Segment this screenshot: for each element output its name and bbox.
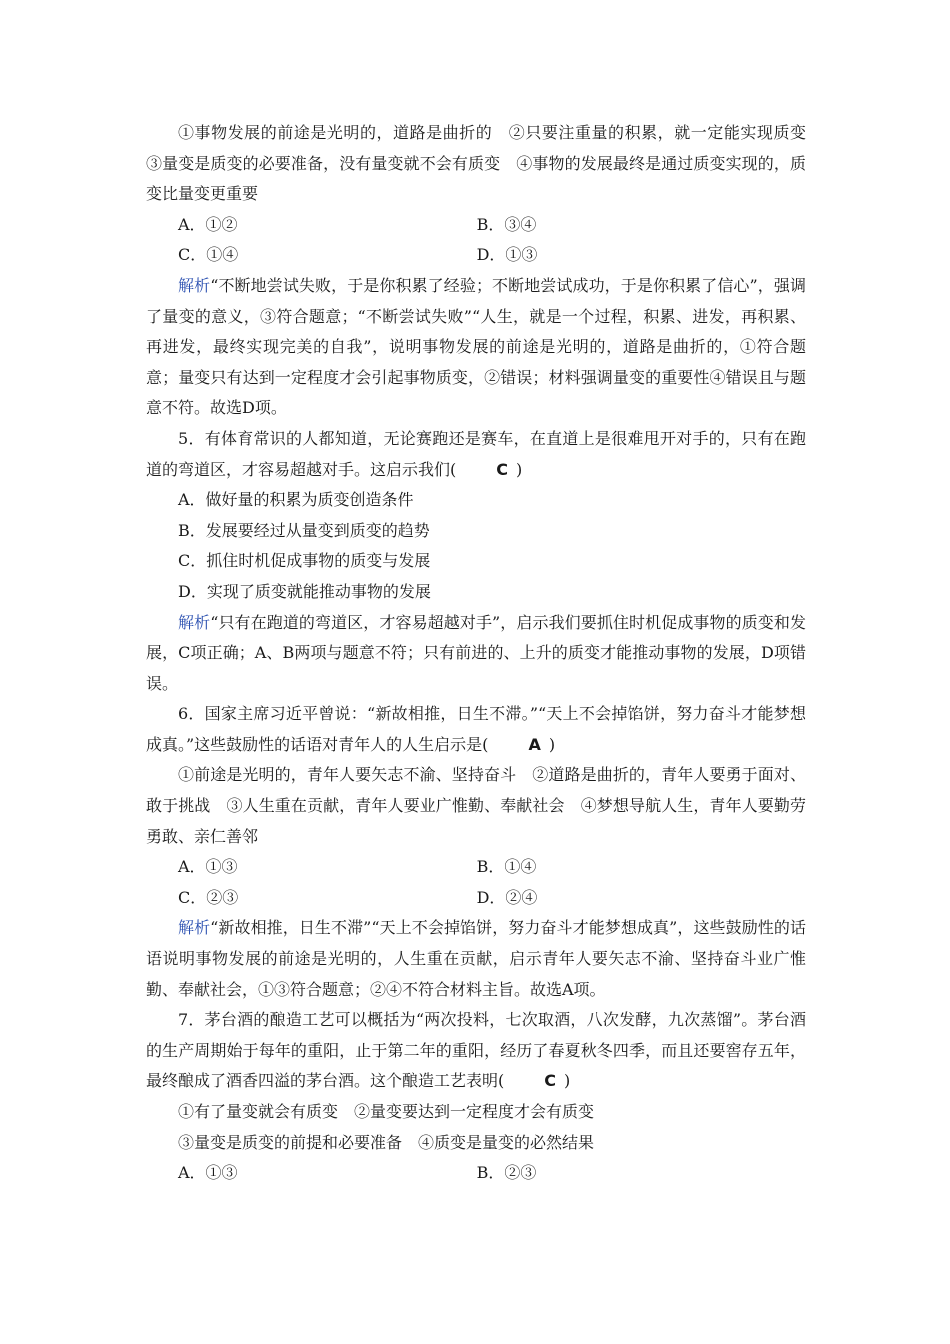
q5-option-d: D．实现了质变就能推动事物的发展 <box>178 581 431 601</box>
document-page <box>146 118 823 1189</box>
q7-answer: C <box>544 1071 556 1091</box>
q7-stem <box>146 1005 806 1097</box>
q4-options-row-2 <box>146 240 806 271</box>
q6-options-row-1 <box>146 852 806 883</box>
q6-stem-end: ) <box>548 734 556 754</box>
q7-option-b: B．②③ <box>476 1163 537 1183</box>
q5-analysis-text: “只有在跑道的弯道区，才容易超越对手”，启示我们要抓住时机促成事物的质变和发展，C项正确；A、B两项与题意不符；只有前进的、上升的质变才能推动事物的发展，D项错误。 <box>146 612 806 693</box>
q6-option-b: B．①④ <box>476 857 537 877</box>
q4-option-d: D．①③ <box>476 245 538 265</box>
q5-analysis-label: 解析 <box>178 612 211 632</box>
q6-analysis-text: “新故相推，日生不滞”“天上不会掉馅饼，努力奋斗才能梦想成真”，这些鼓励性的话语说明事物发展的前途是光明的，人生重在贡献，启示青年人要矢志不渝、坚持奋斗业广惟勤、奉献社会，①③符合题意；②④不符合材料主旨。故选A项。 <box>146 918 806 999</box>
q5-stem-end: ) <box>516 459 523 479</box>
q5-option-b: B．发展要经过从量变到质变的趋势 <box>178 520 430 540</box>
q4-option-c: C．①④ <box>178 245 239 265</box>
q6-options-row-2 <box>146 883 806 914</box>
q5-stem <box>146 424 806 485</box>
q6-analysis-label: 解析 <box>178 918 211 938</box>
q5-analysis <box>146 608 806 700</box>
q6-analysis <box>146 913 806 1005</box>
q4-analysis-label: 解析 <box>178 275 211 295</box>
q5-option-a: A．做好量的积累为质变创造条件 <box>178 490 414 510</box>
q5-answer: C <box>496 459 508 479</box>
q6-option-d: D．②④ <box>476 887 538 907</box>
q4-option-b: B．③④ <box>476 214 537 234</box>
q7-statements-line-2: ③量变是质变的前提和必要准备 ④质变是量变的必然结果 <box>178 1132 595 1152</box>
q4-analysis <box>146 271 806 424</box>
q6-option-c: C．②③ <box>178 887 239 907</box>
q4-analysis-text: “不断地尝试失败，于是你积累了经验；不断地尝试成功，于是你积累了信心”，强调了量变的意义，③符合题意；“不断尝试失败”“人生，就是一个过程，积累、进发，再积累、再进发，最终实现完美的自我”，说明事物发展的前途是光明的，道路是曲折的，①符合题意；量变只有达到一定程度才会引起事物质变，②错误；材料强调量变的重要性④错误且与题意不符。故选D项。 <box>146 275 806 418</box>
q7-options-row-1 <box>146 1158 806 1189</box>
q4-option-a: A．①② <box>178 214 238 234</box>
q6-stem-text: 6．国家主席习近平曾说：“新故相推，日生不滞。”“天上不会掉馅饼，努力奋斗才能梦想成真。”这些鼓励性的话语对青年人的人生启示是( <box>146 704 806 754</box>
q6-answer: A <box>528 734 541 754</box>
q5-option-c: C．抓住时机促成事物的质变与发展 <box>178 551 431 571</box>
q4-statements: ①事物发展的前途是光明的，道路是曲折的 ②只要注重量的积累，就一定能实现质变 ③量变是质变的必要准备，没有量变就不会有质变 ④事物的发展最终是通过质变实现的，质变比量变更重要 <box>146 123 823 204</box>
q5-stem-text: 5．有体育常识的人都知道，无论赛跑还是赛车，在直道上是很难甩开对手的，只有在跑道的弯道区，才容易超越对手。这启示我们( <box>146 428 806 479</box>
q6-stem <box>146 699 806 760</box>
q4-options-row-1 <box>146 210 806 241</box>
q7-stem-end: ) <box>564 1071 571 1091</box>
q6-option-a: A．①③ <box>178 857 238 877</box>
q7-stem-text: 7．茅台酒的酿造工艺可以概括为“两次投料，七次取酒，八次发酵，九次蒸馏”。茅台酒的生产周期始于每年的重阳，止于第二年的重阳，经历了春夏秋冬四季，而且还要窖存五年，最终酿成了酒香四溢的茅台酒。这个酿造工艺表明( <box>146 1010 806 1091</box>
q7-statements-line-1: ①有了量变就会有质变 ②量变要达到一定程度才会有质变 <box>178 1102 595 1121</box>
q6-statements: ①前途是光明的，青年人要矢志不渝、坚持奋斗 ②道路是曲折的，青年人要勇于面对、敢于挑战 ③人生重在贡献，青年人要业广惟勤、奉献社会 ④梦想导航人生，青年人要勤劳勇敢、亲仁善邻 <box>146 765 806 846</box>
q7-option-a: A．①③ <box>178 1163 238 1183</box>
